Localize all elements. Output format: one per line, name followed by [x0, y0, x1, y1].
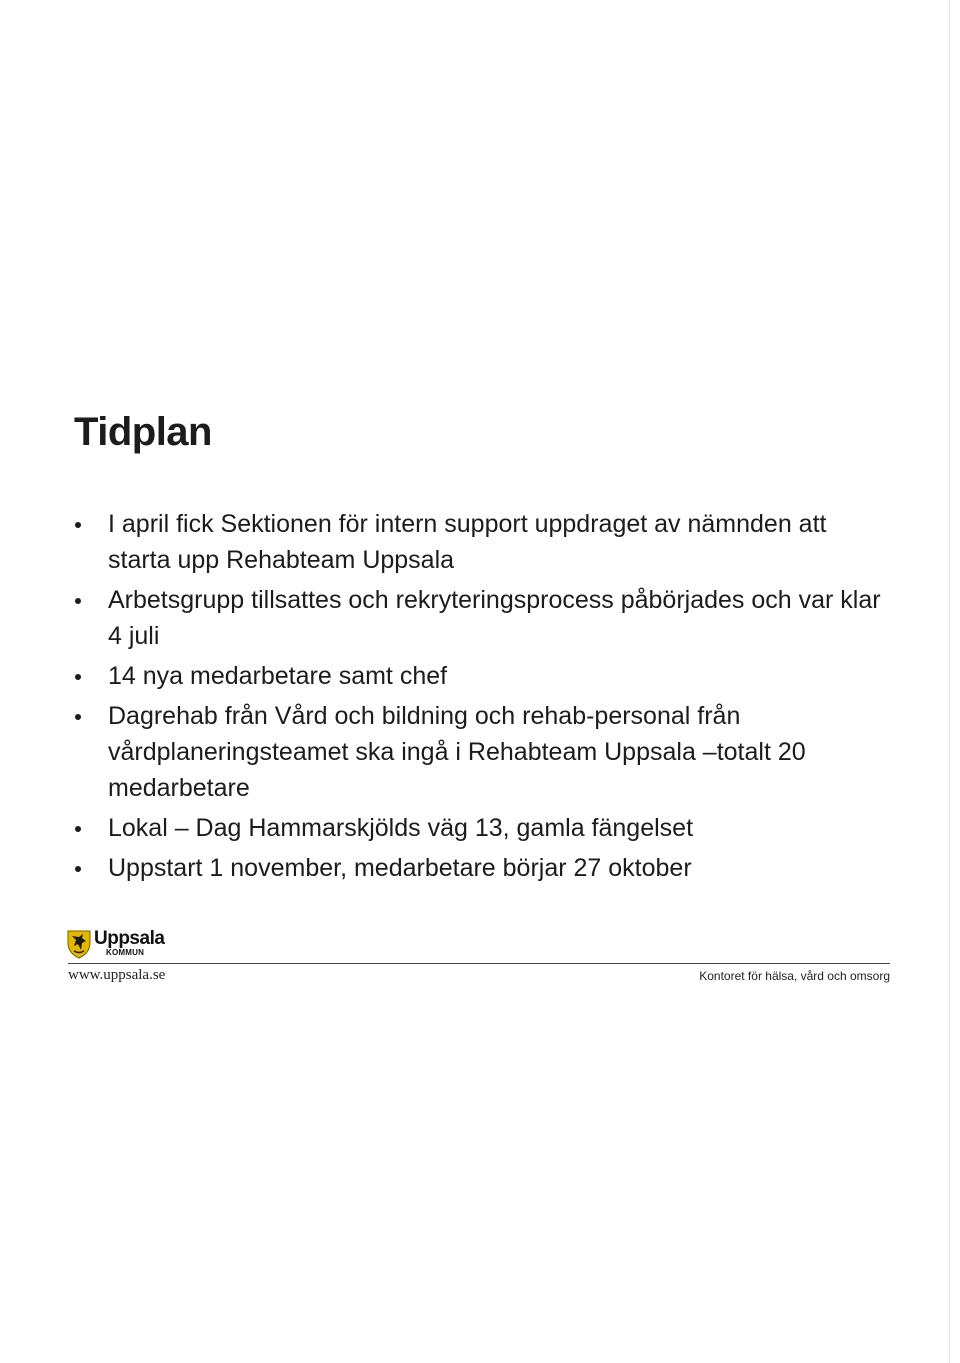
- bullet-dot-icon: [75, 826, 81, 832]
- slide-title: Tidplan: [74, 410, 212, 454]
- page-edge-line: [949, 0, 950, 1363]
- bullet-item: [72, 582, 892, 654]
- bullet-text: Dagrehab från Vård och bildning och rehab-personal från vårdplaneringsteamet ska ingå i Rehabteam Uppsala –totalt 20 medarbetare: [108, 702, 806, 802]
- bullet-dot-icon: [75, 522, 81, 528]
- logo-sub-text: KOMMUN: [106, 948, 145, 957]
- uppsala-kommun-logo: [66, 926, 172, 960]
- bullet-dot-icon: [75, 674, 81, 680]
- bullet-text: Uppstart 1 november, medarbetare börjar 27 oktober: [108, 854, 692, 882]
- bullet-item: [72, 850, 892, 886]
- footer-website: www.uppsala.se: [68, 967, 166, 983]
- bullet-text: 14 nya medarbetare samt chef: [108, 662, 448, 690]
- bullet-dot-icon: [75, 714, 81, 720]
- bullet-item: [72, 658, 892, 694]
- logo-wordmark: [94, 927, 172, 959]
- bullet-item: [72, 810, 892, 846]
- logo-main-text: Uppsala: [94, 928, 165, 949]
- bullet-dot-icon: [75, 598, 81, 604]
- bullet-text: Arbetsgrupp tillsattes och rekryteringsprocess påbörjades och var klar 4 juli: [108, 586, 881, 650]
- footer-office-name: Kontoret för hälsa, vård och omsorg: [699, 969, 890, 983]
- bullet-text: Lokal – Dag Hammarskjölds väg 13, gamla fängelset: [108, 814, 694, 842]
- bullet-dot-icon: [75, 866, 81, 872]
- bullet-text: I april fick Sektionen för intern support uppdraget av nämnden att starta upp Rehabteam Uppsala: [108, 510, 827, 574]
- bullet-item: [72, 506, 892, 578]
- uppsala-crest-icon: [66, 927, 92, 959]
- footer-divider: [68, 963, 890, 964]
- bullet-item: [72, 698, 892, 806]
- bullet-list: [72, 506, 892, 886]
